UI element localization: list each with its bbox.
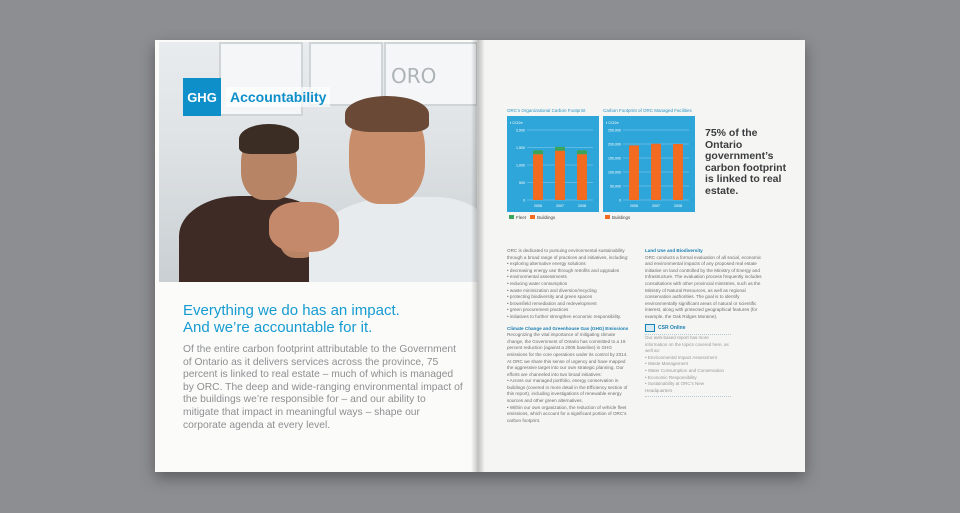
list-item: • reducing water consumption bbox=[507, 280, 568, 286]
headline-line-2: And we’re accountable for it. bbox=[183, 319, 373, 336]
ghg-badge: GHG bbox=[183, 78, 221, 116]
intro-paragraph: Of the entire carbon footprint attributable to the Government of Ontario as it delivers services across the province, 75 percent is linked to real estate – much of which is managed by ORC. The deep and wide-ranging environmental impact of the buildings we’re responsible for – and our ability to mitigate that impact in meaningful ways – shape our corporate agenda at every level. bbox=[183, 344, 463, 431]
list-item: • environmental assessments bbox=[507, 274, 567, 280]
legend-fleet: Fleet bbox=[509, 215, 526, 220]
tick-label: 100,000 bbox=[608, 170, 621, 175]
brochure-spread bbox=[155, 40, 805, 472]
col2-subhead: Land Use and Biodiversity bbox=[645, 248, 703, 253]
headline-line-1: Everything we do has an impact. bbox=[183, 302, 400, 319]
bar-fleet bbox=[533, 150, 543, 154]
chart-1-title: ORC’s Organizational Carbon Footprint bbox=[507, 108, 586, 113]
chart-1 bbox=[507, 116, 599, 212]
tick-label: 50,000 bbox=[610, 184, 621, 189]
bar-buildings bbox=[577, 154, 587, 200]
chart-2-legend bbox=[605, 215, 630, 220]
tick-label: 1,500 bbox=[516, 146, 525, 150]
list-item: • Across our managed portfolio, energy conservation in buildings (covered in more detail in the Efficiency section of this report), including investigations of renewable energy sources and other green alternatives. bbox=[507, 378, 628, 404]
person-background bbox=[179, 122, 299, 282]
bar-buildings bbox=[673, 144, 683, 200]
monitor-icon bbox=[645, 324, 655, 332]
list-item: • decreasing energy use through retrofits and upgrades bbox=[507, 267, 620, 273]
tick-label: 250,000 bbox=[608, 128, 621, 133]
csr-link: • Environmental Impact Assessment bbox=[645, 354, 717, 360]
csr-link: • Waste Management bbox=[645, 361, 688, 367]
bar-buildings bbox=[533, 154, 543, 200]
spine-shadow bbox=[471, 40, 485, 472]
column-2 bbox=[645, 248, 763, 321]
category-label: 2008 bbox=[578, 204, 586, 208]
tick-label: 200,000 bbox=[608, 142, 621, 147]
bar-buildings bbox=[629, 145, 639, 200]
csr-intro: Our web-based report has more information on the topics covered here, as well as: bbox=[645, 335, 729, 354]
category-label: 2006 bbox=[534, 204, 542, 208]
csr-list bbox=[645, 355, 731, 395]
col1-bullet-list bbox=[507, 261, 629, 320]
col2-body: ORC conducts a formal evaluation of all social, economic and environmental impacts of any proposed real estate initiative on land controlled by the Ministry of Energy and Infrastructure. The evaluation process frequently includes consultations with other provincial ministries, such as the Ministry of Natural Resources, as well as regional conservation authorities. The goal is to identify environmentally significant areas of natural or scientific interest, along with protected geographical features (for example, the Oak Ridges Moraine). bbox=[645, 254, 762, 319]
col1-intro: ORC is dedicated to pursuing environmental sustainability through a broad range of practices and initiatives, including: bbox=[507, 248, 629, 260]
bar-buildings bbox=[555, 151, 565, 200]
tick-label: 2,000 bbox=[516, 128, 525, 133]
csr-link: • Water Consumption and Conservation bbox=[645, 367, 724, 373]
chart-2-svg bbox=[603, 116, 695, 212]
csr-link: • Sustainability at ORC’s New Headquarters bbox=[645, 381, 705, 393]
legend-buildings: Buildings bbox=[605, 215, 630, 220]
bar-fleet bbox=[577, 150, 587, 154]
csr-title: CSR Online bbox=[658, 325, 686, 331]
category-label: 2008 bbox=[674, 204, 682, 208]
tick-label: 0 bbox=[523, 198, 525, 203]
bar-buildings bbox=[651, 144, 661, 200]
tick-label: 0 bbox=[619, 198, 621, 203]
tick-label: 500 bbox=[519, 181, 525, 185]
chart-1-legend bbox=[509, 215, 555, 220]
tick-label: 1,000 bbox=[516, 163, 525, 168]
section-title: Accountability bbox=[226, 87, 330, 107]
section-header bbox=[183, 78, 330, 116]
background-sign: ORO bbox=[391, 64, 437, 88]
csr-online-box bbox=[645, 324, 731, 397]
chart-2 bbox=[603, 116, 695, 212]
category-label: 2007 bbox=[556, 204, 564, 208]
chart-unit-label: t CO2e bbox=[606, 120, 619, 125]
person-foreground bbox=[309, 82, 477, 282]
csr-link: • Economic Responsibility bbox=[645, 374, 697, 380]
col1-body: Recognizing the vital importance of mitigating climate change, the Government of Ontario has committed to a 19 percent reduction (against a 2006 baseline) in GHG emissions for the core operations under its control by 2014. At ORC we share this sense of urgency and have mapped the aggressive target into our own strategic planning. Our efforts are channeled into two broad initiatives: bbox=[507, 332, 628, 377]
list-item: • green procurement practices bbox=[507, 307, 569, 313]
headline bbox=[183, 302, 463, 336]
category-label: 2007 bbox=[652, 204, 660, 208]
category-label: 2006 bbox=[630, 204, 638, 208]
divider bbox=[645, 396, 731, 397]
chart-2-title: Carbon Footprint of ORC Managed Facilities bbox=[603, 108, 692, 113]
right-page bbox=[477, 40, 805, 472]
list-item: • Within our own organization, the reduction of vehicle fleet emissions, which account for a significant portion of ORC’s carbon footprint. bbox=[507, 404, 627, 423]
list-item: • brownfield remediation and redevelopment bbox=[507, 300, 597, 306]
tick-label: 150,000 bbox=[608, 156, 621, 161]
col1-subhead: Climate Change and Greenhouse Gas (GHG) Emissions bbox=[507, 325, 629, 331]
legend-buildings: Buildings bbox=[530, 215, 555, 220]
list-item: • initiatives to further strengthen economic responsibility. bbox=[507, 313, 622, 319]
col1-bullet-list-2 bbox=[507, 378, 629, 424]
list-item: • protecting biodiversity and green spaces bbox=[507, 294, 593, 300]
left-page bbox=[155, 40, 477, 472]
list-item: • exploring alternative energy solutions bbox=[507, 261, 586, 267]
callout-stat: 75% of the Ontario government’s carbon footprint is linked to real estate. bbox=[705, 127, 787, 197]
chart-unit-label: t CO2e bbox=[510, 120, 523, 125]
chart-1-svg bbox=[507, 116, 599, 212]
csr-header bbox=[645, 324, 731, 335]
bar-fleet bbox=[555, 147, 565, 151]
column-1 bbox=[507, 248, 629, 424]
list-item: • waste minimization and diversion/recycling bbox=[507, 287, 597, 293]
